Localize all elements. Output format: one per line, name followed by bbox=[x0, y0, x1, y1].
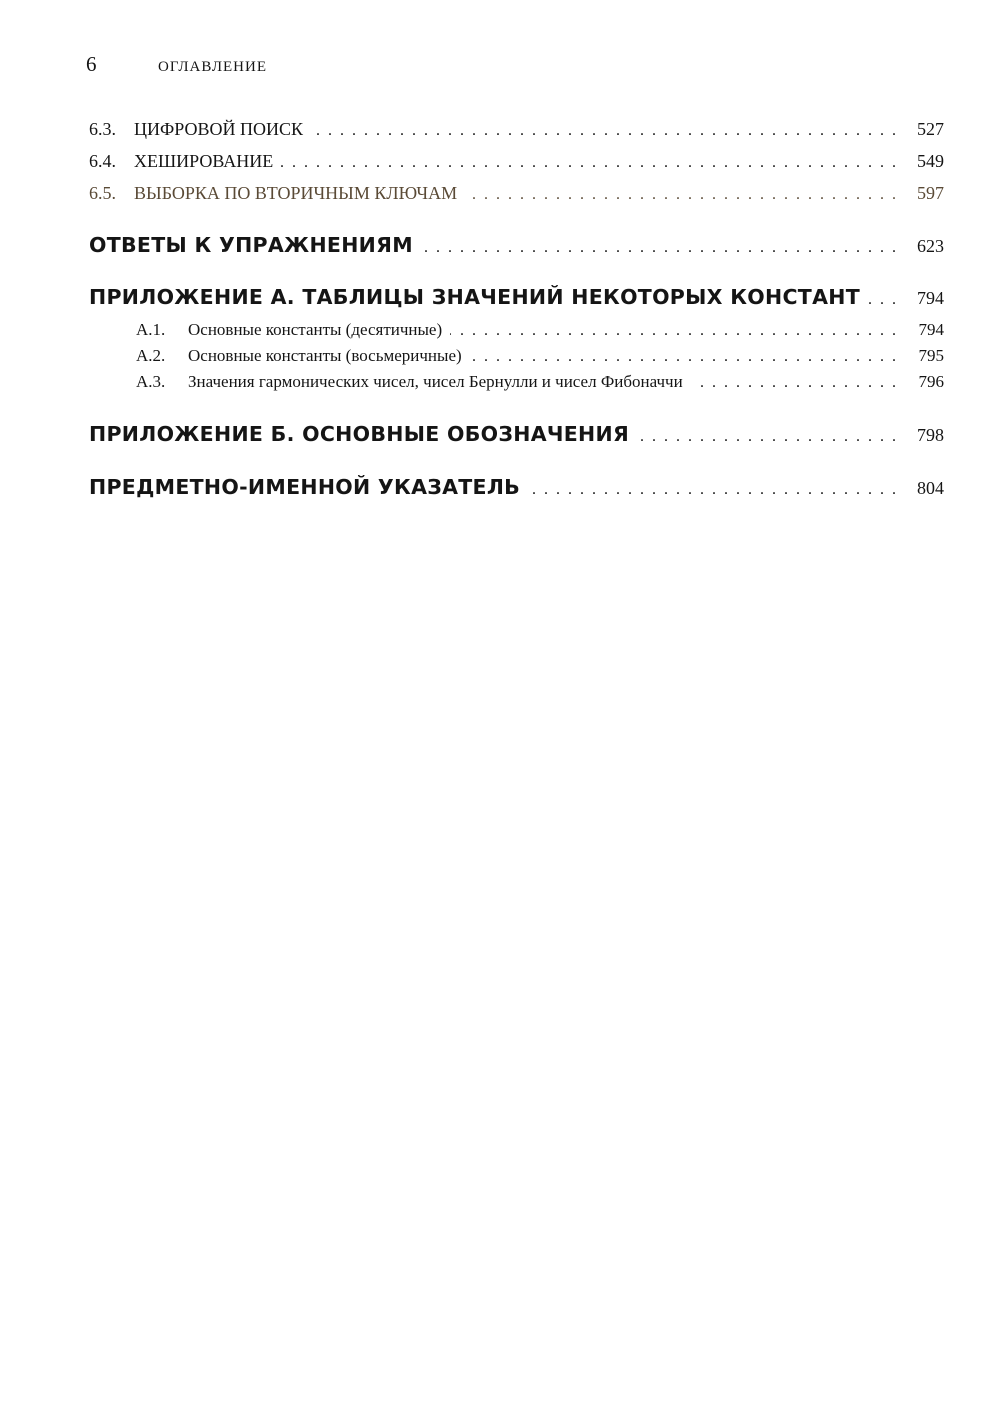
section-title: Основные константы (десятичные) bbox=[188, 320, 443, 339]
toc-entry-a-2[interactable] bbox=[89, 346, 944, 366]
dot-leader bbox=[421, 239, 896, 257]
page-ref: 798 bbox=[917, 425, 944, 445]
dot-leader bbox=[637, 428, 896, 446]
page-ref: 623 bbox=[917, 236, 944, 256]
dot-leader bbox=[465, 186, 896, 204]
chapter-title: ПРИЛОЖЕНИЕ А. ТАБЛИЦЫ ЗНАЧЕНИЙ НЕКОТОРЫХ КОНСТАНТ bbox=[89, 285, 860, 309]
page-ref: 794 bbox=[917, 288, 944, 308]
page-number: 6 bbox=[86, 52, 97, 76]
page-ref: 527 bbox=[917, 119, 944, 139]
section-number: A.2. bbox=[136, 346, 166, 365]
toc-entry-6-5[interactable] bbox=[89, 183, 944, 204]
section-number: 6.3. bbox=[89, 119, 116, 139]
page-ref: 796 bbox=[918, 372, 944, 391]
section-title: ХЕШИРОВАНИЕ bbox=[134, 151, 274, 171]
toc-entry-6-4[interactable] bbox=[89, 151, 944, 172]
chapter-title: ПРЕДМЕТНО-ИМЕННОЙ УКАЗАТЕЛЬ bbox=[89, 475, 521, 499]
toc-entry-appendix-b[interactable] bbox=[89, 422, 944, 446]
section-number: A.1. bbox=[136, 320, 166, 339]
page-ref: 597 bbox=[917, 183, 944, 203]
running-title: ОГЛАВЛЕНИЕ bbox=[158, 59, 267, 75]
dot-leader bbox=[311, 122, 896, 140]
section-title: ЦИФРОВОЙ ПОИСК bbox=[134, 119, 303, 139]
dot-leader bbox=[528, 481, 896, 499]
chapter-title: ОТВЕТЫ К УПРАЖНЕНИЯМ bbox=[89, 233, 413, 257]
page-ref: 794 bbox=[918, 320, 944, 339]
toc-entry-a-1[interactable] bbox=[89, 320, 944, 340]
toc-entry-answers[interactable] bbox=[89, 233, 944, 257]
toc-entry-appendix-a[interactable] bbox=[89, 285, 944, 309]
toc-entry-a-3[interactable] bbox=[89, 372, 944, 392]
dot-leader bbox=[450, 322, 896, 340]
dot-leader bbox=[281, 154, 896, 172]
toc-entry-6-3[interactable] bbox=[89, 119, 944, 140]
section-number: 6.5. bbox=[89, 183, 116, 203]
page-ref: 795 bbox=[918, 346, 944, 365]
dot-leader bbox=[691, 374, 896, 392]
running-head bbox=[86, 52, 267, 86]
chapter-title: ПРИЛОЖЕНИЕ Б. ОСНОВНЫЕ ОБОЗНАЧЕНИЯ bbox=[89, 422, 630, 446]
section-title: Значения гармонических чисел, чисел Бернулли и чисел Фибоначчи bbox=[188, 372, 683, 391]
dot-leader bbox=[868, 291, 896, 309]
dot-leader bbox=[470, 348, 896, 366]
toc-entry-index[interactable] bbox=[89, 475, 944, 499]
section-title: Основные константы (восьмеричные) bbox=[188, 346, 462, 365]
page-ref: 804 bbox=[917, 478, 944, 498]
page-ref: 549 bbox=[917, 151, 944, 171]
section-number: 6.4. bbox=[89, 151, 116, 171]
section-title: ВЫБОРКА ПО ВТОРИЧНЫМ КЛЮЧАМ bbox=[134, 183, 458, 203]
section-number: A.3. bbox=[136, 372, 166, 391]
